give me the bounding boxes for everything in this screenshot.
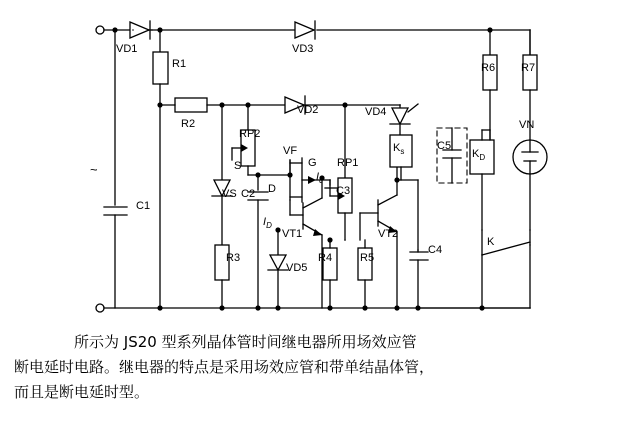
caption-line-2: 断电延时电路。继电器的特点是采用场效应管和带单结晶体管， — [14, 358, 435, 376]
label-d-node: D — [268, 183, 276, 195]
label-r7: R7 — [521, 62, 536, 74]
label-r5: R5 — [360, 252, 375, 264]
label-vd5: VD5 — [286, 262, 308, 274]
label-ac-source: ~ — [90, 162, 98, 177]
figure-caption — [14, 330, 614, 405]
label-vd2: VD2 — [297, 104, 319, 116]
label-ks-coil: $K_s$ — [393, 142, 405, 157]
label-rp1: RP1 — [337, 157, 359, 169]
label-vn: VN — [519, 119, 535, 131]
label-r3: R3 — [226, 252, 241, 264]
label-c5: C5 — [437, 140, 452, 152]
label-r2: R2 — [181, 118, 196, 130]
label-c1: C1 — [136, 200, 151, 212]
label-s-node: S — [234, 160, 242, 172]
label-vd4: VD4 — [365, 106, 387, 118]
label-c2: C2 — [241, 188, 256, 200]
label-vs: VS — [222, 188, 237, 200]
label-vd1: VD1 — [116, 43, 138, 55]
label-r1: R1 — [172, 58, 187, 70]
label-vf: VF — [283, 145, 298, 157]
label-id-current: $I_D$ — [263, 216, 272, 231]
label-vt1: VT1 — [282, 228, 303, 240]
label-r4: R4 — [318, 252, 333, 264]
caption-line-3: 而且是断电延时型。 — [14, 383, 150, 401]
caption-line-1: 所示为 JS20 型系列晶体管时间继电器所用场效应管 — [74, 333, 417, 351]
label-kd-coil: $K_D$ — [472, 148, 486, 163]
label-ic-current: $I_c$ — [316, 171, 324, 186]
label-k-contact: K — [487, 236, 495, 248]
label-vt2: VT2 — [378, 228, 399, 240]
label-c3: C3 — [336, 185, 351, 197]
label-rp2: RP2 — [239, 128, 261, 140]
label-c4: C4 — [428, 244, 443, 256]
label-vd3: VD3 — [292, 43, 314, 55]
label-r6: R6 — [481, 62, 496, 74]
label-g-node: G — [308, 157, 317, 169]
